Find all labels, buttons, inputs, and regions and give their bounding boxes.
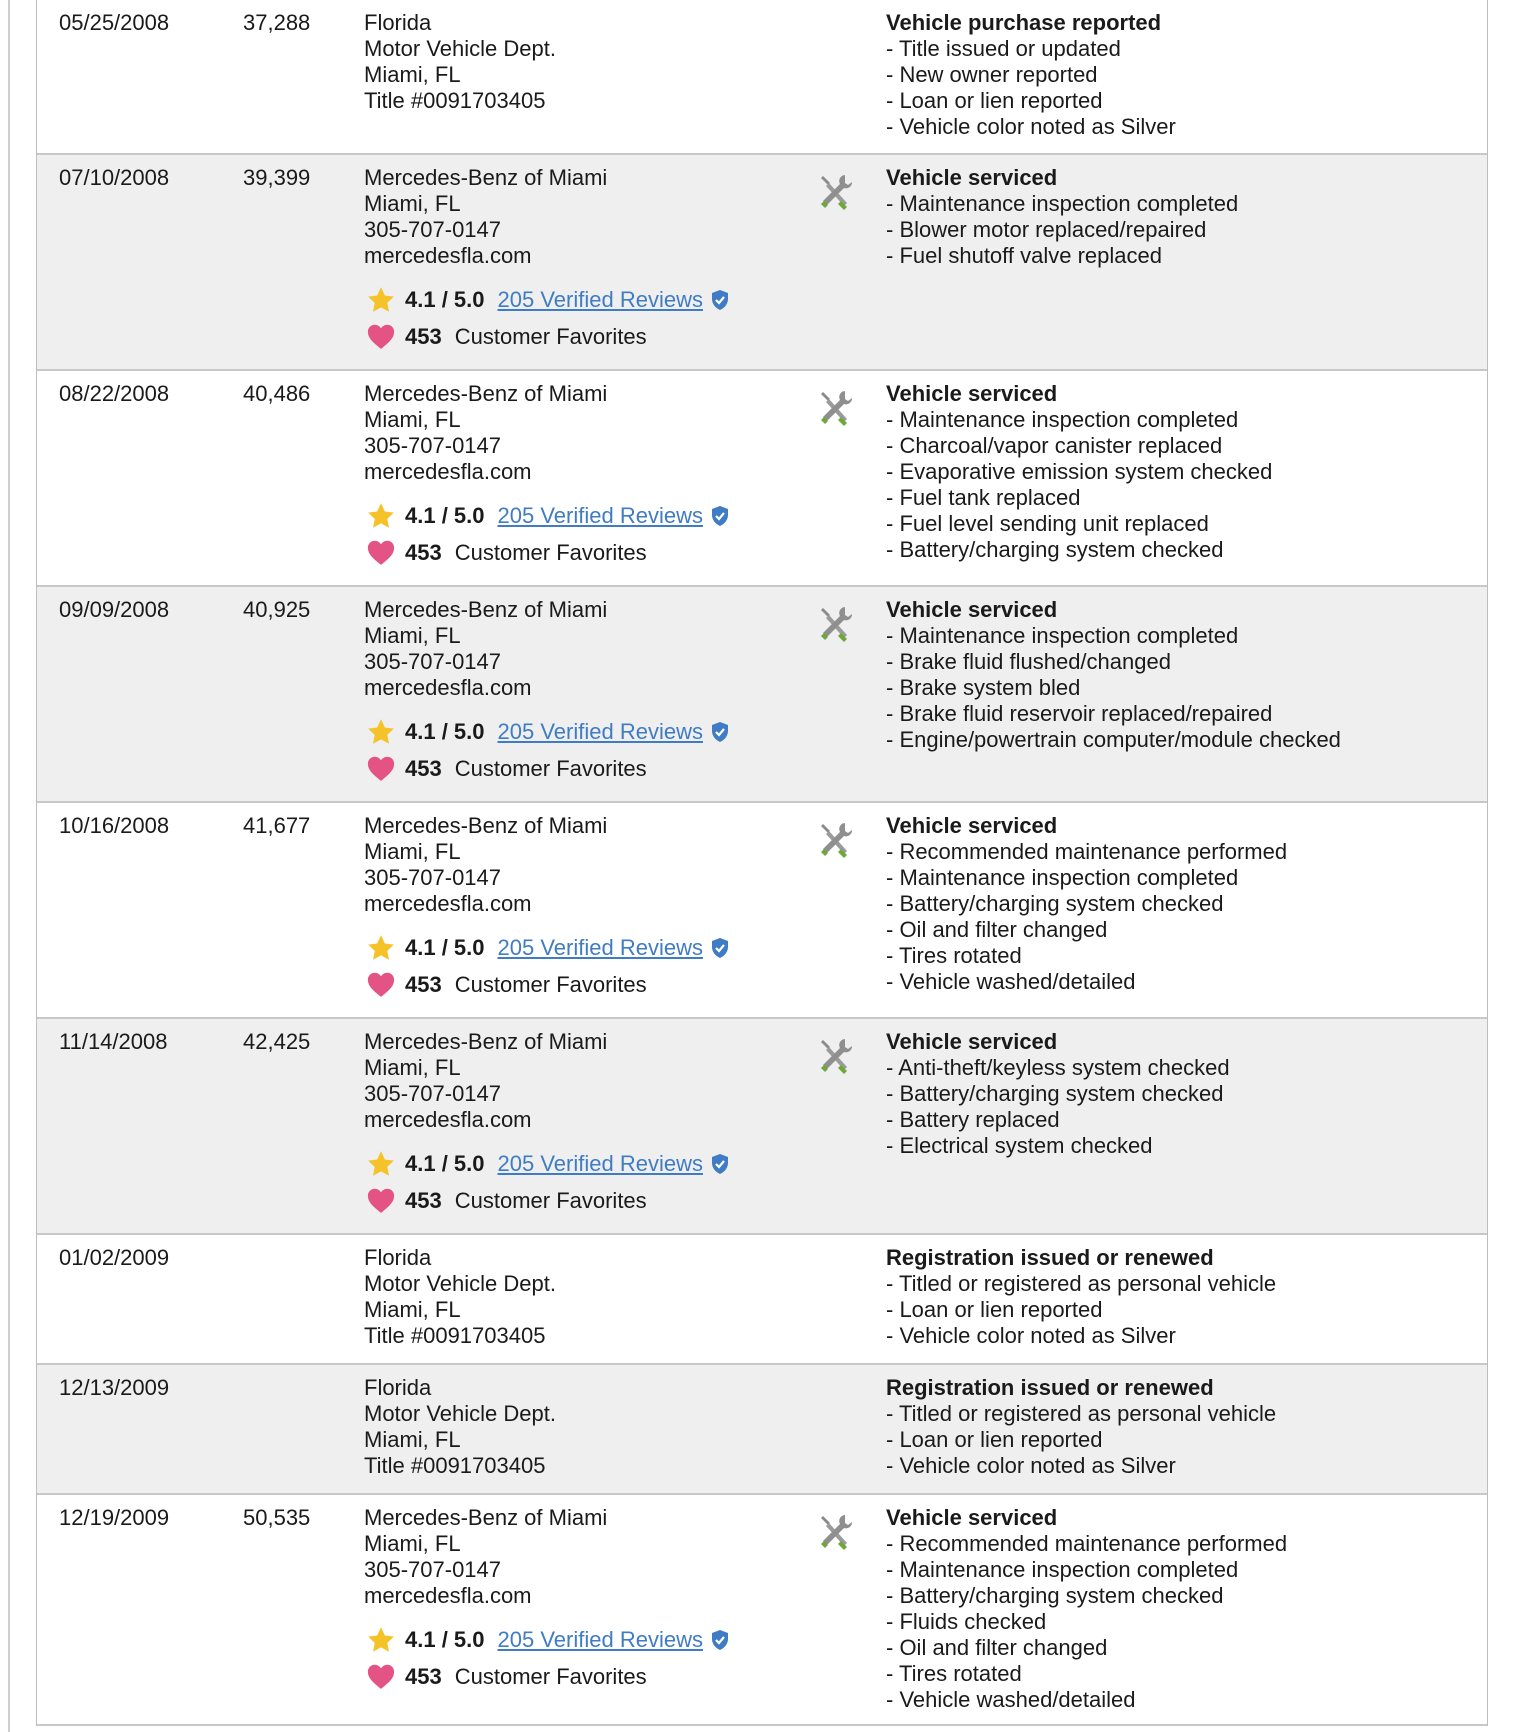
record-mileage: 37,288 — [243, 10, 311, 35]
source-line: Miami, FL — [364, 1531, 461, 1556]
source-line: Title #0091703405 — [364, 1453, 546, 1478]
comment-detail: - Maintenance inspection completed — [886, 865, 1239, 890]
comment-title: Vehicle serviced — [886, 597, 1058, 622]
dealer-rating — [364, 717, 730, 747]
record-date: 10/16/2008 — [59, 813, 170, 838]
wrench-screwdriver-icon — [817, 1035, 853, 1075]
comment-detail: - Vehicle washed/detailed — [886, 969, 1136, 994]
record-source — [364, 10, 556, 114]
comment-detail: - Maintenance inspection completed — [886, 191, 1239, 216]
favorites-label: Customer Favorites — [454, 972, 647, 997]
record-date: 05/25/2008 — [59, 10, 170, 35]
source-line: Florida — [364, 1375, 432, 1400]
record-date: 12/13/2009 — [59, 1375, 170, 1400]
favorites-label: Customer Favorites — [454, 324, 647, 349]
verified-reviews-link[interactable]: 205 Verified Reviews — [497, 935, 703, 960]
source-line: mercedesfla.com — [364, 675, 532, 700]
source-line: Miami, FL — [364, 191, 461, 216]
rating-value: 4.1 / 5.0 — [405, 719, 485, 744]
comment-detail: - Title issued or updated — [886, 36, 1121, 61]
rating-value: 4.1 / 5.0 — [405, 935, 485, 960]
record-mileage: 40,925 — [243, 597, 311, 622]
comment-detail: - Recommended maintenance performed — [886, 1531, 1288, 1556]
dealer-rating — [364, 501, 730, 531]
verified-shield-icon — [710, 289, 730, 311]
comment-detail: - Battery/charging system checked — [886, 537, 1224, 562]
star-icon — [366, 933, 396, 963]
record-date: 08/22/2008 — [59, 381, 170, 406]
comment-title: Registration issued or renewed — [886, 1375, 1214, 1400]
comment-detail: - Loan or lien reported — [886, 88, 1103, 113]
source-line: Motor Vehicle Dept. — [364, 1401, 556, 1426]
record-comments — [886, 1029, 1230, 1159]
comment-detail: - Vehicle color noted as Silver — [886, 1453, 1176, 1478]
comment-detail: - Fuel level sending unit replaced — [886, 511, 1209, 536]
source-line: 305-707-0147 — [364, 1557, 502, 1582]
verified-reviews-link[interactable]: 205 Verified Reviews — [497, 1151, 703, 1176]
verified-shield-icon — [710, 937, 730, 959]
record-date: 09/09/2008 — [59, 597, 170, 622]
comment-detail: - Anti-theft/keyless system checked — [886, 1055, 1230, 1080]
comment-detail: - Loan or lien reported — [886, 1297, 1103, 1322]
source-line: 305-707-0147 — [364, 433, 502, 458]
wrench-screwdriver-icon — [817, 1511, 853, 1551]
comment-detail: - Maintenance inspection completed — [886, 1557, 1239, 1582]
heart-icon — [366, 970, 396, 1000]
comment-detail: - Loan or lien reported — [886, 1427, 1103, 1452]
heart-icon — [366, 1186, 396, 1216]
favorites-label: Customer Favorites — [454, 756, 647, 781]
comment-detail: - Maintenance inspection completed — [886, 623, 1239, 648]
dealer-rating — [364, 1625, 730, 1655]
heart-icon — [366, 754, 396, 784]
comment-detail: - Electrical system checked — [886, 1133, 1153, 1158]
table-row — [37, 1019, 1487, 1235]
record-comments — [886, 10, 1176, 140]
comment-detail: - Battery/charging system checked — [886, 1583, 1224, 1608]
source-line: mercedesfla.com — [364, 1107, 532, 1132]
rating-value: 4.1 / 5.0 — [405, 1151, 485, 1176]
record-source — [364, 813, 730, 1000]
source-line: Mercedes-Benz of Miami — [364, 1505, 608, 1530]
star-icon — [366, 285, 396, 315]
comment-title: Vehicle serviced — [886, 813, 1058, 838]
verified-shield-icon — [710, 505, 730, 527]
record-source — [364, 1505, 730, 1692]
source-line: Miami, FL — [364, 407, 461, 432]
source-line: Mercedes-Benz of Miami — [364, 381, 608, 406]
source-line: Motor Vehicle Dept. — [364, 36, 556, 61]
comment-detail: - Vehicle color noted as Silver — [886, 1323, 1176, 1348]
record-mileage: 39,399 — [243, 165, 311, 190]
source-line: Mercedes-Benz of Miami — [364, 165, 608, 190]
source-line: Mercedes-Benz of Miami — [364, 597, 608, 622]
comment-detail: - Brake fluid flushed/changed — [886, 649, 1171, 674]
comment-detail: - Fuel shutoff valve replaced — [886, 243, 1162, 268]
record-date: 07/10/2008 — [59, 165, 170, 190]
record-source — [364, 1375, 556, 1479]
record-source — [364, 1245, 556, 1349]
source-line: Motor Vehicle Dept. — [364, 1271, 556, 1296]
table-row — [37, 155, 1487, 371]
comment-detail: - Brake system bled — [886, 675, 1081, 700]
vehicle-history-table — [36, 0, 1488, 1726]
table-row — [37, 587, 1487, 803]
comment-title: Vehicle serviced — [886, 1029, 1058, 1054]
comment-detail: - Fluids checked — [886, 1609, 1047, 1634]
favorites-count: 453 — [405, 756, 442, 781]
comment-title: Registration issued or renewed — [886, 1245, 1214, 1270]
star-icon — [366, 1149, 396, 1179]
source-line: 305-707-0147 — [364, 865, 502, 890]
source-line: Miami, FL — [364, 62, 461, 87]
source-line: 305-707-0147 — [364, 649, 502, 674]
page-left-border — [8, 0, 10, 1732]
comment-title: Vehicle serviced — [886, 381, 1058, 406]
favorites-label: Customer Favorites — [454, 1664, 647, 1689]
comment-detail: - Battery/charging system checked — [886, 891, 1224, 916]
record-comments — [886, 1375, 1276, 1479]
record-mileage: 41,677 — [243, 813, 311, 838]
source-line: 305-707-0147 — [364, 1081, 502, 1106]
comment-detail: - Engine/powertrain computer/module checked — [886, 727, 1341, 752]
star-icon — [366, 717, 396, 747]
record-mileage: 42,425 — [243, 1029, 311, 1054]
star-icon — [366, 501, 396, 531]
verified-reviews-link[interactable]: 205 Verified Reviews — [497, 503, 703, 528]
verified-reviews-link[interactable]: 205 Verified Reviews — [497, 287, 703, 312]
record-mileage: 50,535 — [243, 1505, 311, 1530]
wrench-screwdriver-icon — [817, 819, 853, 859]
record-source — [364, 381, 730, 568]
favorites-count: 453 — [405, 540, 442, 565]
comment-detail: - Battery replaced — [886, 1107, 1060, 1132]
source-line: mercedesfla.com — [364, 243, 532, 268]
comment-detail: - Evaporative emission system checked — [886, 459, 1273, 484]
source-line: Miami, FL — [364, 1427, 461, 1452]
table-row — [37, 803, 1487, 1019]
source-line: Miami, FL — [364, 1055, 461, 1080]
record-comments — [886, 813, 1287, 995]
dealer-rating — [364, 933, 730, 963]
source-line: Title #0091703405 — [364, 88, 546, 113]
table-row — [37, 371, 1487, 587]
source-line: Miami, FL — [364, 839, 461, 864]
customer-favorites — [364, 538, 730, 568]
favorites-count: 453 — [405, 1188, 442, 1213]
favorites-label: Customer Favorites — [454, 1188, 647, 1213]
comment-detail: - Brake fluid reservoir replaced/repaired — [886, 701, 1273, 726]
verified-reviews-link[interactable]: 205 Verified Reviews — [497, 1627, 703, 1652]
favorites-label: Customer Favorites — [454, 540, 647, 565]
favorites-count: 453 — [405, 1664, 442, 1689]
rating-value: 4.1 / 5.0 — [405, 503, 485, 528]
customer-favorites — [364, 322, 730, 352]
comment-detail: - Recommended maintenance performed — [886, 839, 1288, 864]
source-line: Miami, FL — [364, 1297, 461, 1322]
table-row — [37, 0, 1487, 155]
wrench-screwdriver-icon — [817, 387, 853, 427]
source-line: Miami, FL — [364, 623, 461, 648]
source-line: Mercedes-Benz of Miami — [364, 813, 608, 838]
verified-shield-icon — [710, 721, 730, 743]
dealer-rating — [364, 1149, 730, 1179]
comment-detail: - Charcoal/vapor canister replaced — [886, 433, 1223, 458]
verified-reviews-link[interactable]: 205 Verified Reviews — [497, 719, 703, 744]
heart-icon — [366, 538, 396, 568]
source-line: mercedesfla.com — [364, 1583, 532, 1608]
record-comments — [886, 1245, 1276, 1349]
record-source — [364, 1029, 730, 1216]
table-row — [37, 1495, 1487, 1726]
source-line: mercedesfla.com — [364, 891, 532, 916]
comment-detail: - Blower motor replaced/repaired — [886, 217, 1207, 242]
comment-detail: - Tires rotated — [886, 943, 1022, 968]
dealer-rating — [364, 285, 730, 315]
customer-favorites — [364, 754, 730, 784]
comment-detail: - Fuel tank replaced — [886, 485, 1081, 510]
favorites-count: 453 — [405, 972, 442, 997]
wrench-screwdriver-icon — [817, 171, 853, 211]
star-icon — [366, 1625, 396, 1655]
record-date: 01/02/2009 — [59, 1245, 170, 1270]
verified-shield-icon — [710, 1629, 730, 1651]
comment-detail: - Tires rotated — [886, 1661, 1022, 1686]
comment-detail: - Vehicle color noted as Silver — [886, 114, 1176, 139]
record-comments — [886, 1505, 1287, 1713]
source-line: 305-707-0147 — [364, 217, 502, 242]
comment-title: Vehicle serviced — [886, 1505, 1058, 1530]
record-comments — [886, 597, 1341, 753]
record-date: 12/19/2009 — [59, 1505, 170, 1530]
table-row — [37, 1365, 1487, 1495]
record-source — [364, 165, 730, 352]
comment-detail: - Maintenance inspection completed — [886, 407, 1239, 432]
source-line: Florida — [364, 1245, 432, 1270]
comment-detail: - New owner reported — [886, 62, 1098, 87]
heart-icon — [366, 1662, 396, 1692]
favorites-count: 453 — [405, 324, 442, 349]
record-comments — [886, 165, 1238, 269]
source-line: Florida — [364, 10, 432, 35]
rating-value: 4.1 / 5.0 — [405, 1627, 485, 1652]
record-mileage: 40,486 — [243, 381, 311, 406]
record-comments — [886, 381, 1272, 563]
comment-detail: - Titled or registered as personal vehicle — [886, 1401, 1277, 1426]
source-line: Title #0091703405 — [364, 1323, 546, 1348]
comment-detail: - Titled or registered as personal vehicle — [886, 1271, 1277, 1296]
comment-detail: - Oil and filter changed — [886, 917, 1108, 942]
wrench-screwdriver-icon — [817, 603, 853, 643]
comment-title: Vehicle purchase reported — [886, 10, 1162, 35]
heart-icon — [366, 322, 396, 352]
verified-shield-icon — [710, 1153, 730, 1175]
customer-favorites — [364, 1186, 730, 1216]
record-date: 11/14/2008 — [59, 1029, 168, 1054]
comment-detail: - Oil and filter changed — [886, 1635, 1108, 1660]
source-line: Mercedes-Benz of Miami — [364, 1029, 608, 1054]
comment-detail: - Vehicle washed/detailed — [886, 1687, 1136, 1712]
rating-value: 4.1 / 5.0 — [405, 287, 485, 312]
customer-favorites — [364, 970, 730, 1000]
customer-favorites — [364, 1662, 730, 1692]
comment-title: Vehicle serviced — [886, 165, 1058, 190]
table-row — [37, 1235, 1487, 1365]
record-source — [364, 597, 730, 784]
comment-detail: - Battery/charging system checked — [886, 1081, 1224, 1106]
source-line: mercedesfla.com — [364, 459, 532, 484]
